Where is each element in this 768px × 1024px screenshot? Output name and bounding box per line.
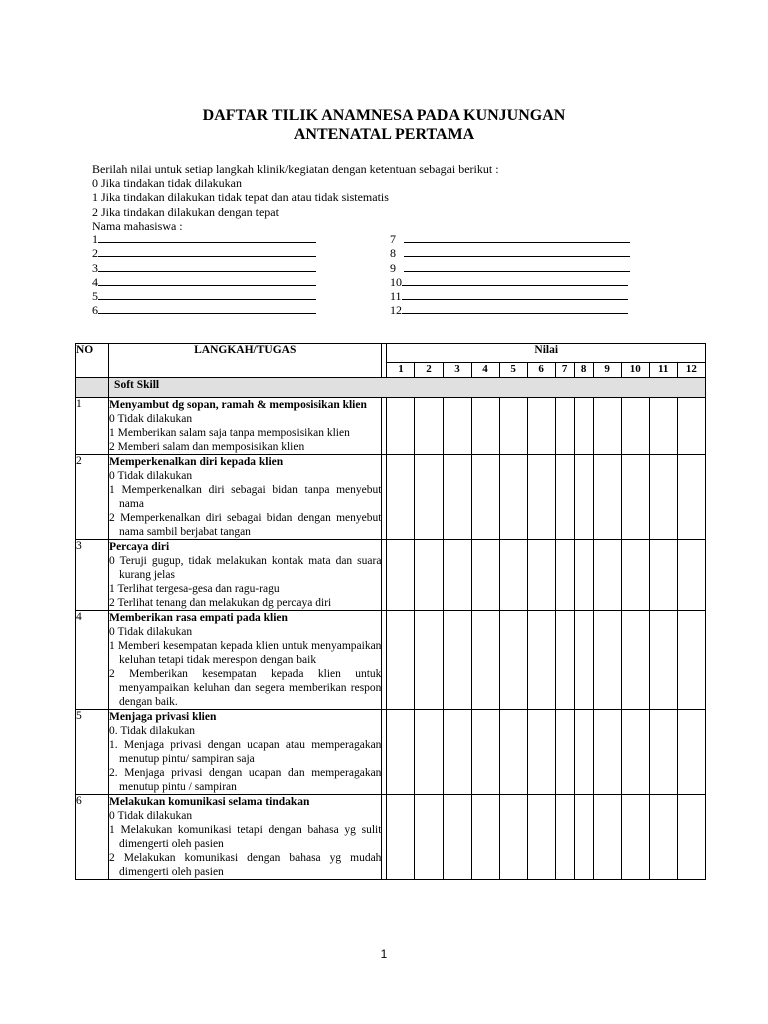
row-number: 2 [76,455,109,540]
task-option: 0 Tidak dilakukan [109,470,193,482]
task-option: 2 Memperkenalkan diri sebagai bidan dengan menyebut nama sambil berjabat tangan [109,512,382,538]
student-name-label: Nama mahasiswa : [92,218,183,233]
score-cell[interactable] [387,455,415,540]
document-title-line2: ANTENATAL PERTAMA [293,126,475,143]
score-cell[interactable] [574,540,593,611]
score-cell[interactable] [555,710,574,795]
score-cell[interactable] [555,455,574,540]
score-cell[interactable] [593,611,621,710]
checklist-table [75,343,706,880]
task-option: 1 Terlihat tergesa-gesa dan ragu-ragu [109,583,280,595]
blank-line [402,303,628,314]
score-cell[interactable] [555,611,574,710]
score-cell[interactable] [387,540,415,611]
score-cell[interactable] [471,398,499,455]
task-option: 1. Menjaga privasi dengan ucapan atau memperagakan menutup pintu/ sampiran saja [109,739,382,765]
student-line[interactable]: 11 [390,289,630,303]
score-cell[interactable] [677,795,705,880]
page-number: 1 [380,947,388,961]
instruction-score-0: 0 Jika tindakan tidak dilakukan [92,176,242,191]
task-title: Menjaga privasi klien [109,711,217,723]
score-cell[interactable] [621,611,649,710]
score-column-header: 2 [415,363,443,378]
score-column-header: 8 [574,363,593,378]
score-cell[interactable] [574,795,593,880]
score-cell[interactable] [499,398,527,455]
student-line[interactable]: 1 [92,232,316,246]
column-header-nilai: Nilai [387,344,706,363]
score-cell[interactable] [593,398,621,455]
student-line[interactable]: 2 [92,246,316,260]
table-row [76,455,706,540]
task-option: 0 Tidak dilakukan [109,810,193,822]
column-header-task: LANGKAH/TUGAS [109,344,382,378]
blank-line [98,289,316,300]
score-cell[interactable] [574,398,593,455]
score-cell[interactable] [443,540,471,611]
table-row [76,611,706,710]
score-cell[interactable] [527,455,555,540]
blank-line [402,289,628,300]
score-cell[interactable] [574,455,593,540]
score-cell[interactable] [677,540,705,611]
task-option: 1 Memberikan salam saja tanpa memposisikan klien [109,427,350,439]
student-line[interactable]: 7 [390,232,630,246]
score-column-header: 12 [677,363,705,378]
score-column-header: 5 [499,363,527,378]
score-cell[interactable] [593,795,621,880]
score-cell[interactable] [527,710,555,795]
score-cell[interactable] [471,611,499,710]
student-line[interactable]: 10 [390,275,630,289]
score-cell[interactable] [499,540,527,611]
blank-line [98,303,316,314]
score-cell[interactable] [415,455,443,540]
score-cell[interactable] [527,540,555,611]
score-column-header: 11 [649,363,677,378]
score-cell[interactable] [677,455,705,540]
score-cell[interactable] [499,455,527,540]
row-number: 4 [76,611,109,710]
column-header-no: NO [76,344,109,378]
score-cell[interactable] [415,710,443,795]
score-cell[interactable] [649,795,677,880]
task-cell [109,540,382,611]
score-cell[interactable] [555,540,574,611]
score-column-header: 7 [555,363,574,378]
task-option: 2 Memberikan kesempatan kepada klien untuk menyampaikan keluhan dan segera memberikan respon dengan baik. [109,668,382,708]
task-cell [109,398,382,455]
score-cell[interactable] [649,710,677,795]
score-cell[interactable] [387,710,415,795]
blank-line [404,232,630,243]
score-cell[interactable] [415,398,443,455]
task-cell [109,710,382,795]
row-number: 6 [76,795,109,880]
score-cell[interactable] [621,455,649,540]
row-number: 5 [76,710,109,795]
task-title: Memberikan rasa empati pada klien [109,612,288,624]
table-row [76,540,706,611]
score-cell[interactable] [574,710,593,795]
score-cell[interactable] [621,540,649,611]
task-option: 1 Memberi kesempatan kepada klien untuk menyampaikan keluhan tetapi tidak merespon dengan baik [109,640,382,666]
task-option: 0 Teruji gugup, tidak melakukan kontak mata dan suara kurang jelas [109,555,382,581]
task-title: Percaya diri [109,541,170,553]
task-option: 2 Melakukan komunikasi dengan bahasa yg mudah dimengerti oleh pasien [109,852,382,878]
table-row [76,398,706,455]
score-cell[interactable] [443,398,471,455]
score-column-header: 4 [471,363,499,378]
score-cell[interactable] [471,710,499,795]
table-row [76,795,706,880]
score-cell[interactable] [677,611,705,710]
score-column-header: 3 [443,363,471,378]
row-number: 3 [76,540,109,611]
blank-line [98,232,316,243]
student-list-right [390,232,630,318]
instruction-score-1: 1 Jika tindakan dilakukan tidak tepat dan atau tidak sistematis [92,190,389,205]
task-option: 0 Tidak dilakukan [109,626,193,638]
score-cell[interactable] [387,611,415,710]
score-cell[interactable] [649,611,677,710]
score-column-header: 1 [387,363,415,378]
student-line[interactable]: 3 [92,261,316,275]
score-cell[interactable] [677,710,705,795]
student-list-left [92,232,316,318]
student-line[interactable]: 9 [390,261,630,275]
instruction-score-2: 2 Jika tindakan dilakukan dengan tepat [92,204,279,219]
score-cell[interactable] [527,795,555,880]
student-line[interactable]: 12 [390,303,630,317]
task-option: 2 Memberi salam dan memposisikan klien [109,441,305,453]
task-option: 0. Tidak dilakukan [109,725,195,737]
instructions [92,162,499,233]
score-cell[interactable] [649,540,677,611]
score-cell[interactable] [574,611,593,710]
task-title: Melakukan komunikasi selama tindakan [109,796,310,808]
student-line[interactable]: 5 [92,289,316,303]
score-cell[interactable] [443,710,471,795]
score-cell[interactable] [621,398,649,455]
task-cell [109,611,382,710]
task-cell [109,455,382,540]
student-line[interactable]: 4 [92,275,316,289]
score-cell[interactable] [499,710,527,795]
student-line[interactable]: 8 [390,246,630,260]
blank-line [402,275,628,286]
blank-line [98,275,316,286]
task-option: 2 Terlihat tenang dan melakukan dg percaya diri [109,597,332,609]
score-cell[interactable] [415,611,443,710]
section-title: Soft Skill [109,378,706,398]
score-cell[interactable] [415,540,443,611]
blank-line [404,261,630,272]
blank-line [98,246,316,257]
score-cell[interactable] [471,795,499,880]
score-cell[interactable] [443,611,471,710]
task-option: 1 Melakukan komunikasi tetapi dengan bahasa yg sulit dimengerti oleh pasien [109,824,382,850]
score-cell[interactable] [499,611,527,710]
blank-line [404,246,630,257]
score-cell[interactable] [527,611,555,710]
score-column-header: 6 [527,363,555,378]
score-cell[interactable] [555,398,574,455]
student-line[interactable]: 6 [92,303,316,317]
task-option: 2. Menjaga privasi dengan ucapan dan memperagakan menutup pintu / sampiran [109,767,382,793]
score-cell[interactable] [387,398,415,455]
score-cell[interactable] [527,398,555,455]
task-option: 0 Tidak dilakukan [109,413,193,425]
task-option: 1 Memperkenalkan diri sebagai bidan tanpa menyebut nama [109,484,382,510]
score-cell[interactable] [677,398,705,455]
task-cell [109,795,382,880]
task-title: Memperkenalkan diri kepada klien [109,456,284,468]
score-cell[interactable] [593,540,621,611]
score-cell[interactable] [621,710,649,795]
instruction-lead: Berilah nilai untuk setiap langkah klinik/kegiatan dengan ketentuan sebagai berikut : [92,162,499,176]
score-column-header: 10 [621,363,649,378]
score-cell[interactable] [621,795,649,880]
score-cell[interactable] [415,795,443,880]
row-number: 1 [76,398,109,455]
score-cell[interactable] [443,795,471,880]
score-cell[interactable] [649,398,677,455]
score-cell[interactable] [593,455,621,540]
score-cell[interactable] [499,795,527,880]
section-row [76,378,706,398]
task-title: Menyambut dg sopan, ramah & memposisikan klien [109,399,367,411]
score-cell[interactable] [471,455,499,540]
blank-line [98,261,316,272]
score-cell[interactable] [555,795,574,880]
score-cell[interactable] [443,455,471,540]
table-row [76,710,706,795]
score-cell[interactable] [649,455,677,540]
score-cell[interactable] [471,540,499,611]
score-cell[interactable] [593,710,621,795]
score-column-header: 9 [593,363,621,378]
document-title-line1: DAFTAR TILIK ANAMNESA PADA KUNJUNGAN [202,107,566,124]
score-cell[interactable] [387,795,415,880]
